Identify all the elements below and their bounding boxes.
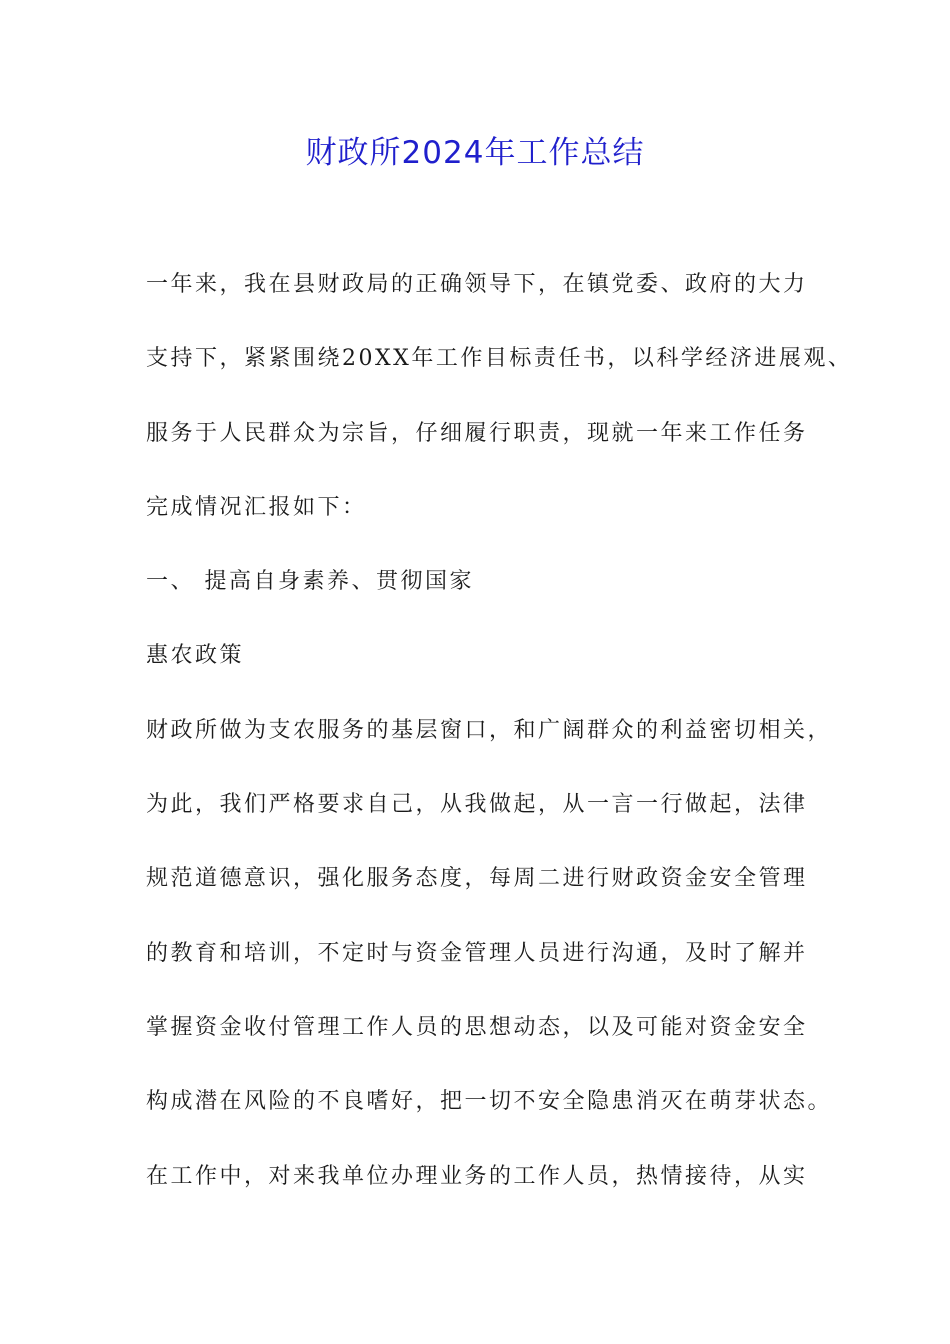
body-line: 在工作中，对来我单位办理业务的工作人员，热情接待，从实	[146, 1163, 808, 1189]
body-line: 财政所做为支农服务的基层窗口，和广阔群众的利益密切相关，	[146, 717, 833, 743]
body-line: 的教育和培训，不定时与资金管理人员进行沟通，及时了解并	[146, 940, 808, 966]
body-line: 服务于人民群众为宗旨，仔细履行职责，现就一年来工作任务	[146, 420, 808, 446]
document-title: 财政所2024年工作总结	[305, 135, 645, 171]
document-body	[146, 260, 853, 1226]
body-line: 规范道德意识，强化服务态度，每周二进行财政资金安全管理	[146, 866, 808, 892]
body-line: 掌握资金收付管理工作人员的思想动态，以及可能对资金安全	[146, 1014, 808, 1040]
body-line: 支持下，紧紧围绕20XX年工作目标责任书，以科学经济进展观、	[146, 346, 853, 372]
section-heading-line: 惠农政策	[146, 643, 245, 669]
section-heading-line: 一、 提高自身素养、贯彻国家	[146, 569, 474, 595]
body-line: 为此，我们严格要求自己，从我做起，从一言一行做起，法律	[146, 792, 808, 818]
body-line: 完成情况汇报如下：	[146, 494, 367, 520]
body-line: 一年来，我在县财政局的正确领导下，在镇党委、政府的大力	[146, 272, 808, 297]
body-line: 构成潜在风险的不良嗜好，把一切不安全隐患消灭在萌芽状态。	[146, 1089, 833, 1115]
